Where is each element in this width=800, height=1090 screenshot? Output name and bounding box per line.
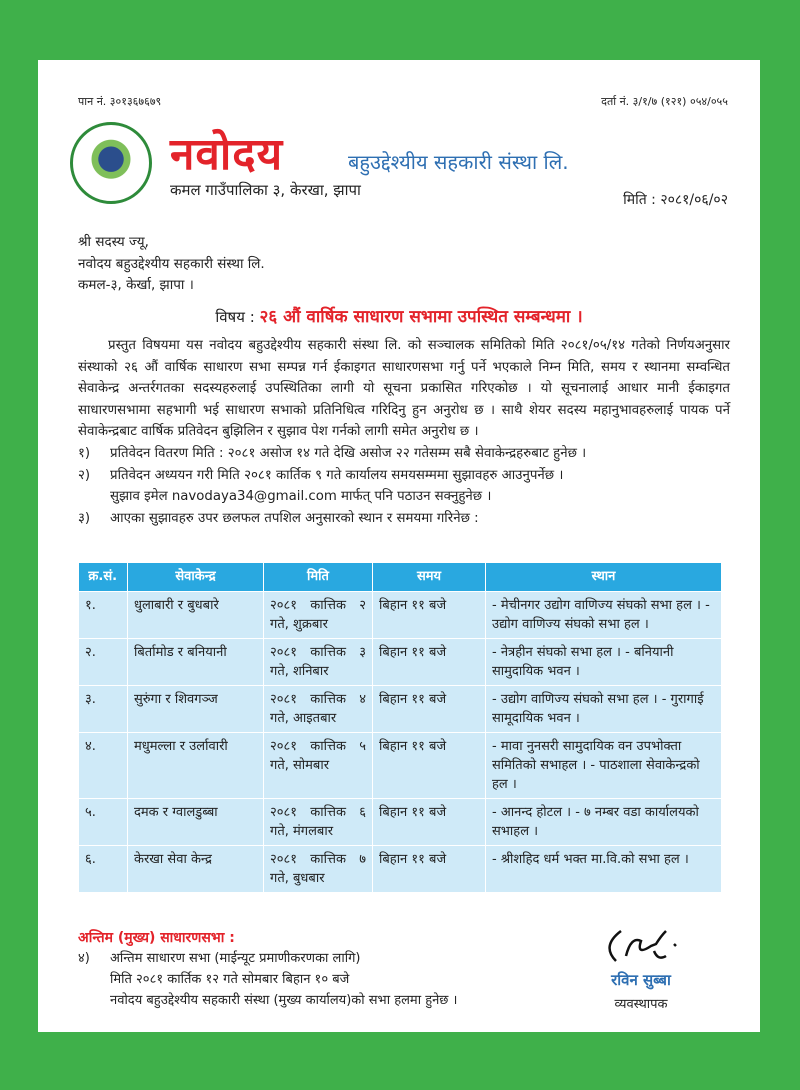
point-item: ३) आएका सुझावहरु उपर छलफल तपशिल अनुसारको स्थान र समयमा गरिनेछ : (78, 510, 479, 526)
body-paragraph: प्रस्तुत विषयमा यस नवोदय बहुउद्देश्यीय सहकारी संस्था लि. को सञ्चालक समितिको मिति २०८१/०५/१४ गतेको निर्णयअनुसार संस्थाको २६ औं वार्षिक साधारण सभा सम्पन्न गर्न ईकाइगत साधारणसभा गर्नु पर्ने भएकाले निम्न मिति, समय र स्थानमा सम्वन्धित सेवाकेन्द्र अन्तर्रगतका सदस्यहरुलाई उपस्थितिका लागी यो सूचना प्रकासित गरिएकोछ । यो सूचनालाई आधार मानी ईकाइगत साधारणसभामा सहभागी भई साधारण सभाको प्रतिनिधित्व गरिदिनु हुन अनुरोध छ । साथै शेयर सदस्य महानुभावहरुलाई पायक पर्ने सेवाकेन्द्रबाट वार्षिक प्रतिवेदन बुझिलिन र सुझाव पेश गर्नको लागी समेत अनुरोध छ । (78, 338, 730, 439)
notice-page (38, 60, 760, 1032)
table-row (79, 845, 722, 892)
point-item: सुझाव इमेल navodaya34@gmail.com मार्फत् पनि पठाउन सक्नुहुनेछ । (110, 489, 492, 504)
table-cell: २०८१ कात्तिक २ गते, शुक्रबार (264, 591, 373, 638)
column-header: क्र.सं. (79, 563, 128, 591)
brand-name: नवोदय (170, 129, 284, 180)
table-cell: बिहान ११ बजे (373, 845, 486, 892)
pan-number: पान नं. ३०१३६७६७९ (78, 95, 162, 108)
signature-mark (596, 926, 686, 966)
table-cell: २०८१ कात्तिक ३ गते, शनिबार (264, 638, 373, 685)
table-row (79, 685, 722, 732)
recipient-block (78, 232, 265, 297)
table-cell: २०८१ कात्तिक ५ गते, सोमबार (264, 732, 373, 798)
column-header: स्थान (486, 563, 722, 591)
table-row (79, 591, 722, 638)
point-item: १) प्रतिवेदन वितरण मिति : २०८१ असोज १४ गते देखि असोज २२ गतेसम्म सबै सेवाकेन्द्रहरुबाट हुनेछ । (78, 446, 587, 461)
table-cell: बिहान ११ बजे (373, 798, 486, 845)
table-cell: सुरुंगा र शिवगञ्ज (128, 685, 264, 732)
table-cell: बिहान ११ बजे (373, 638, 486, 685)
recipient-line: श्री सदस्य ज्यू, (78, 234, 149, 250)
recipient-line: कमल-३, केर्खा, झापा । (78, 277, 194, 293)
table-cell: ३. (79, 685, 128, 732)
table-cell: - मावा नुनसरी सामुदायिक वन उपभोक्ता समितिको सभाहल । - पाठशाला सेवाकेन्द्रको हल । (486, 732, 722, 798)
table-cell: बिहान ११ बजे (373, 732, 486, 798)
recipient-line: नवोदय बहुउद्देश्यीय सहकारी संस्था लि. (78, 255, 265, 272)
letter-date: मिति : २०८१/०६/०२ (623, 192, 728, 208)
table-row (79, 798, 722, 845)
table-cell: केरखा सेवा केन्द्र (128, 845, 264, 892)
subject (38, 304, 760, 327)
table-cell: - श्रीशहिद धर्म भक्त मा.वि.को सभा हल । (486, 845, 722, 892)
column-header: समय (373, 563, 486, 591)
organization-logo (70, 122, 152, 204)
column-header: सेवाकेन्द्र (128, 563, 264, 591)
schedule-table (78, 563, 722, 893)
table-cell: - नेत्रहीन संघको सभा हल । - बनियानी सामुदायिक भवन । (486, 638, 722, 685)
table-cell: २०८१ कात्तिक ६ गते, मंगलबार (264, 798, 373, 845)
table-cell: - मेचीनगर उद्योग वाणिज्य संघको सभा हल । - उद्योग वाणिज्य संघको सभा हल । (486, 591, 722, 638)
table-cell: बिहान ११ बजे (373, 591, 486, 638)
table-row (79, 732, 722, 798)
table-cell: २०८१ कात्तिक ७ गते, बुधबार (264, 845, 373, 892)
final-meeting-details: ४) अन्तिम साधारण सभा (माईन्यूट प्रमाणीकरणका लागि) मिति २०८१ कार्तिक १२ गते सोमबार बिहान १० बजे नवोदय बहुउद्देश्यीय सहकारी संस्था (मुख्य कार्यालय)को सभा हलमा हुनेछ । (78, 951, 458, 1008)
registration-number: दर्ता नं. ३/१/७ (१२१) ०५४/०५५ (601, 95, 728, 108)
table-cell: १. (79, 591, 128, 638)
org-address: कमल गाउँपालिका ३, केरखा, झापा (170, 181, 361, 199)
signatory-title: व्यवस्थापक (614, 997, 668, 1012)
signature-block (586, 926, 696, 1012)
points-list (78, 443, 738, 529)
table-cell: बिर्तामोड र बनियानी (128, 638, 264, 685)
table-cell: २०८१ कात्तिक ४ गते, आइतबार (264, 685, 373, 732)
table-row (79, 638, 722, 685)
subject-label: विषय : (215, 308, 255, 326)
final-meeting-title: अन्तिम (मुख्य) साधारणसभा : (78, 930, 235, 946)
table-cell: - उद्योग वाणिज्य संघको सभा हल । - गुरागाई सामूदायिक भवन । (486, 685, 722, 732)
column-header: मिति (264, 563, 373, 591)
subject-text: २६ औं वार्षिक साधारण सभामा उपस्थित सम्बन्धमा । (259, 307, 583, 327)
table-cell: ६. (79, 845, 128, 892)
table-cell: मधुमल्ला र उर्लावारी (128, 732, 264, 798)
table-cell: दमक र ग्वालडुब्बा (128, 798, 264, 845)
table-cell: धुलाबारी र बुधबारे (128, 591, 264, 638)
table-cell: बिहान ११ बजे (373, 685, 486, 732)
table-cell: ४. (79, 732, 128, 798)
table-cell: ५. (79, 798, 128, 845)
table-cell: २. (79, 638, 128, 685)
table-cell: - आनन्द होटल । - ७ नम्बर वडा कार्यालयको सभाहल । (486, 798, 722, 845)
signatory-name: रविन सुब्बा (611, 971, 671, 989)
brand-subtitle: बहुउद्देश्यीय सहकारी संस्था लि. (348, 150, 569, 174)
point-item: २) प्रतिवेदन अध्ययन गरी मिति २०८१ कार्तिक ९ गते कार्यालय समयसम्ममा सुझावहरु आउनुपर्नेछ । (78, 467, 564, 483)
